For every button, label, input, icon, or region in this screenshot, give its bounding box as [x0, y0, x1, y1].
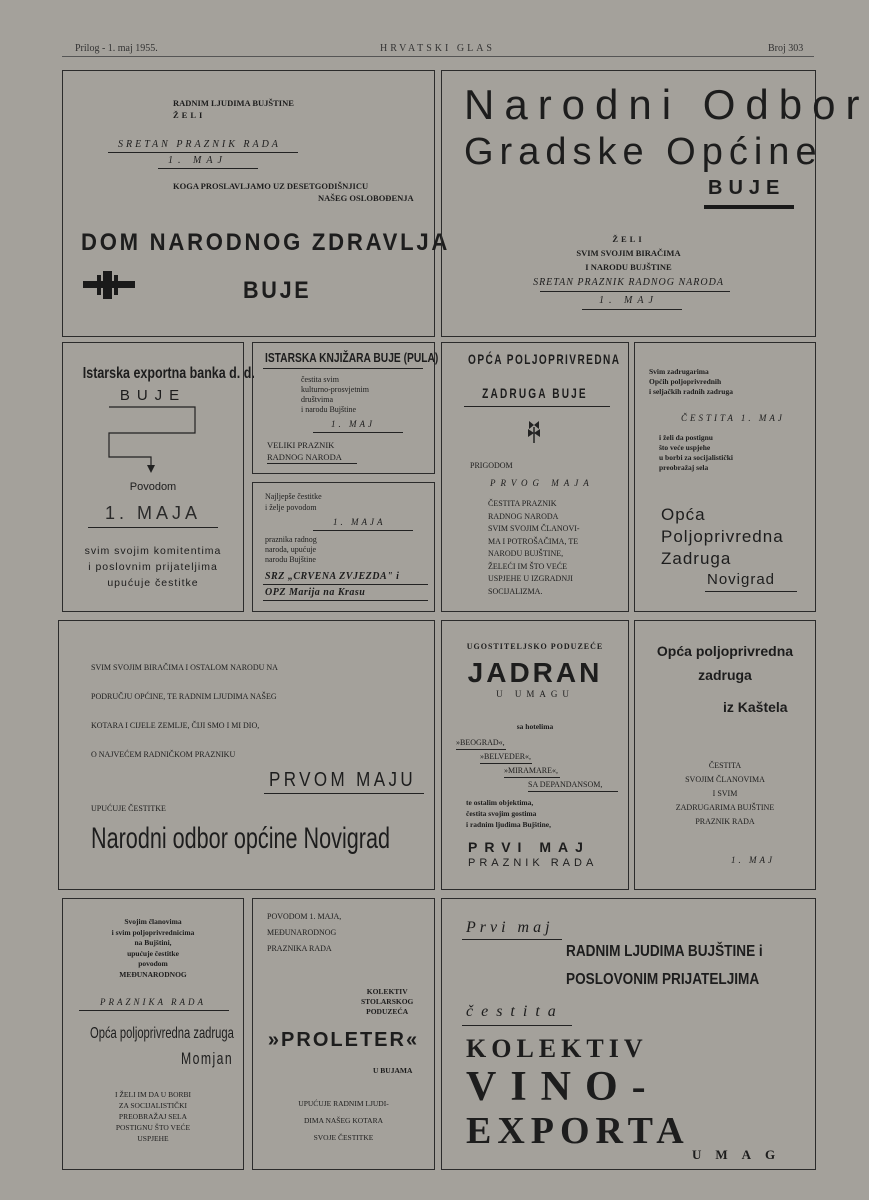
ad4-sub2: RADNOG NARODA: [267, 452, 342, 462]
header-right: Broj 303: [768, 43, 804, 54]
ad1-slogan: SRETAN PRAZNIK RADA: [118, 139, 281, 150]
ad9-title: UGOSTITELJSKO PODUZEĆE: [466, 642, 604, 651]
ad5-rule: [313, 530, 413, 531]
ad3-city: BUJE: [119, 387, 187, 404]
ad1-rule2: [158, 168, 258, 169]
ad6-text-6: USPJEHE U IZGRADNJI: [488, 574, 573, 583]
ad4-text-2: društvima: [301, 395, 333, 404]
ad-dom-narodnog-zdravlja: [62, 70, 451, 337]
ad11-rule: [79, 1010, 229, 1011]
ad9-name: JADRAN: [467, 657, 603, 688]
ad9-dep: SA DEPANDANSOM,: [528, 780, 603, 789]
ad6-text-2: SVIM SVOJIM ČLANOVI-: [488, 524, 580, 533]
ad4-rule2: [313, 432, 403, 433]
ad4-date: 1. MAJ: [331, 419, 375, 429]
ad-jadran-umag: [441, 620, 629, 890]
ad2-slogan: SRETAN PRAZNIK RADNOG NARODA: [533, 277, 724, 288]
ad6-text-0: ČESTITA PRAZNIK: [488, 499, 557, 508]
ad7-name3: Zadruga: [661, 549, 732, 568]
wheat-icon: [526, 421, 542, 443]
ad4-text-0: čestita svim: [301, 375, 339, 384]
ad12-kolektiv-1: STOLARSKOG: [361, 997, 414, 1006]
ad3-povodom: Povodom: [129, 481, 177, 493]
ad5-text2: i želje povodom: [265, 503, 317, 512]
ad9-text-2: i radnim ljudima Bujštine,: [466, 820, 552, 829]
ad9-h2: »BELVEDER«,: [480, 752, 532, 761]
ad6-date: PRVOG MAJA: [490, 478, 594, 488]
ad8-text-0: SVIM SVOJIM BIRAČIMA I OSTALOM NARODU NA: [91, 663, 278, 672]
ad6-text-7: SOCIJALIZMA.: [488, 586, 543, 596]
ad7-text2-3: preobražaj sela: [659, 463, 709, 472]
ad10-name1: Opća poljoprivredna: [656, 643, 794, 659]
ad10-name3: iz Kaštela: [723, 699, 788, 715]
ad13-text2: POSLOVONIM PRIJATELJIMA: [566, 971, 760, 988]
ad7-text2: [659, 433, 733, 473]
ad11-text-5: MEĐUNARODNOG: [119, 969, 187, 979]
ad11-text-3: upućuje čestitke: [127, 948, 179, 958]
header-title: HRVATSKI GLAS: [380, 43, 495, 54]
ad2-text1: ŽELI: [612, 234, 645, 244]
ad12-kolektiv-0: KOLEKTIV: [366, 987, 408, 996]
ad7-text-2: i seljačkih radnih zadruga: [649, 387, 733, 396]
ad-no-novigrad: [58, 620, 435, 890]
ad3-rule: [88, 527, 218, 528]
ad6-rule: [464, 406, 610, 407]
ad9-h3: »MIRAMARE«,: [504, 766, 559, 775]
ad5-sig2: OPZ Marija na Krasu: [265, 587, 366, 598]
ad11-text2-0: I ŽELI IM DA U BORBI: [114, 1090, 192, 1099]
ad11-text: [63, 917, 243, 980]
ad10-text-2: I SVIM: [712, 789, 738, 798]
ad4-text-3: i narodu Bujštine: [301, 405, 357, 414]
ad2-rule3: [582, 309, 682, 310]
ad13-text1: RADNIM LJUDIMA BUJŠTINE i: [566, 943, 763, 960]
ad6-title2: ZADRUGA BUJE: [482, 385, 588, 401]
ad11-text2-1: ZA SOCIJALISTIČKI: [118, 1101, 188, 1110]
ad11-text-1: i svim poljoprivrednicima: [111, 927, 195, 937]
ad11-name2: Momjan: [181, 1049, 234, 1068]
ad11-praznik: PRAZNIKA RADA: [99, 997, 207, 1007]
ad11-text2-4: USPJEHE: [137, 1134, 169, 1143]
ad-proleter: [252, 898, 435, 1170]
ad9-text-0: te ostalim objektima,: [466, 798, 534, 807]
ad6-text-3: MA I POTROŠAČIMA, TE: [488, 536, 579, 546]
ad2-text3: I NARODU BUJŠTINE: [585, 262, 672, 272]
ad1-city: BUJE: [243, 277, 312, 304]
ad-opz-kastel: [634, 620, 816, 890]
ad-opz-momjan: [62, 898, 244, 1170]
ad2-text2: SVIM SVOJIM BIRAČIMA: [576, 248, 681, 258]
ad-istarska-exportna-banka: [62, 342, 255, 612]
health-cross-logo: [83, 271, 135, 299]
ad12-text2-2: SVOJE ČESTITKE: [313, 1133, 374, 1142]
ad1-line2: ŽELI: [173, 110, 206, 120]
ad4-rule3: [267, 463, 357, 464]
ad6-title1: OPĆA POLJOPRIVREDNA: [468, 351, 621, 367]
ad13-rule2: [462, 1025, 572, 1026]
ad7-city: Novigrad: [707, 571, 776, 588]
ad7-rule: [705, 591, 797, 592]
ad2-rule: [704, 205, 794, 209]
ad5-text-2: narodu Bujštine: [265, 555, 316, 564]
ad-crvena-zvjezda: [252, 482, 435, 612]
ad-opz-buje: [441, 342, 629, 612]
ad9-h1: »BEOGRAD«,: [456, 738, 505, 747]
ad8-upucuje: UPUĆUJE ČESTITKE: [91, 804, 166, 813]
ad3-text3: upućuje čestitke: [107, 577, 199, 589]
ad13-city: UMAG: [692, 1147, 790, 1162]
ad10-text-1: SVOJIM ČLANOVIMA: [685, 775, 765, 784]
ad7-text2-0: i želi da postignu: [659, 433, 713, 442]
ad6-text: [488, 498, 580, 598]
ad6-prigodom: PRIGODOM: [470, 461, 513, 470]
ad11-text-0: Svojim članovima: [124, 917, 182, 926]
ad7-cestita: ČESTITA 1. MAJ: [681, 413, 785, 423]
ad2-date: 1. MAJ: [599, 295, 658, 306]
ad11-text-2: na Bujštini,: [134, 938, 172, 947]
ad10-text: [635, 759, 815, 829]
ad10-text-3: ZADRUGARIMA BUJŠTINE: [675, 803, 775, 812]
ad12-text-0: POVODOM 1. MAJA,: [267, 912, 342, 921]
ad11-text-4: povodom: [138, 959, 168, 968]
ad9-rule4: [528, 791, 618, 792]
ad13-kolektiv: KOLEKTIV: [466, 1034, 648, 1063]
ad8-date: PRVOM MAJU: [269, 769, 417, 791]
ad9-rule2: [480, 763, 532, 764]
ad13-name2: EXPORTA: [466, 1110, 690, 1152]
ad9-date: PRVI MAJ: [468, 839, 590, 855]
ad6-text-4: NARODU BUJŠTINE,: [488, 549, 564, 558]
ad-istarska-knjizara: [252, 342, 439, 474]
ad7-text2-1: što veće uspjehe: [659, 443, 711, 452]
ad5-text: [265, 535, 317, 565]
ad8-text-2: KOTARA I CIJELE ZEMLJE, ČIJI SMO I MI DIO,: [91, 721, 260, 730]
ad12-text2-1: DIMA NAŠEG KOTARA: [304, 1116, 383, 1125]
header-left: Prilog - 1. maj 1955.: [75, 43, 158, 54]
ad8-text: [91, 653, 278, 769]
ad1-text1: KOGA PROSLAVLJAMO UZ DESETGODIŠNJICU: [173, 181, 369, 191]
ad5-text-0: praznika radnog: [265, 535, 317, 544]
ad13-rule: [462, 939, 562, 940]
ad6-text-5: ŽELEĆI IM ŠTO VEĆE: [488, 561, 568, 571]
ad12-text2: [253, 1095, 434, 1146]
ad4-title: ISTARSKA KNJIŽARA BUJE (PULA): [265, 351, 439, 365]
ad10-date: 1. MAJ: [731, 855, 775, 865]
ad2-city: BUJE: [708, 177, 786, 199]
ad1-line1: RADNIM LJUDIMA BUJŠTINE: [173, 98, 294, 108]
ad12-kolektiv-2: PODUZEĆA: [366, 1007, 409, 1016]
ad13-name1: VINO-: [466, 1064, 660, 1110]
ad7-text-1: Općih poljoprivrednih: [649, 377, 722, 386]
ad4-rule: [263, 368, 423, 369]
ad9-text-1: čestita svojim gostima: [466, 809, 537, 818]
ad7-text: [649, 367, 733, 397]
ad7-text-0: Svim zadrugarima: [649, 367, 709, 376]
ad11-text2: [63, 1089, 243, 1144]
ad1-rule: [108, 152, 298, 153]
ad9-hotels: sa hotelima: [516, 722, 554, 731]
header-rule: [62, 56, 814, 57]
ad1-text2: NAŠEG OSLOBOĐENJA: [318, 193, 414, 203]
ad11-name1: Opća poljoprivredna zadruga: [90, 1025, 234, 1042]
ad5-text-1: naroda, upućuje: [265, 545, 317, 554]
ad2-rule2: [540, 291, 730, 292]
ad8-rule: [264, 793, 424, 794]
ad3-text1: svim svojim komitentima: [84, 545, 222, 557]
ad9-rule1: [456, 749, 506, 750]
ad5-date: 1. MAJA: [333, 517, 386, 527]
ad3-text2: i poslovnim prijateljima: [88, 561, 218, 573]
ad12-text: [267, 909, 341, 957]
ad1-date: 1. MAJ: [168, 155, 227, 166]
ad2-line1: Narodni Odbor: [464, 81, 869, 128]
ad9-praznik: PRAZNIK RADA: [468, 857, 598, 869]
ad-opz-novigrad: [634, 342, 816, 612]
ad10-name2: zadruga: [698, 667, 752, 683]
ad5-rule2: [263, 584, 428, 585]
ad13-cestita: čestita: [466, 1003, 564, 1020]
ad4-text: [301, 375, 369, 415]
ad5-sig1: SRZ „CRVENA ZVJEZDA" i: [265, 571, 400, 582]
ad11-text2-2: PREOBRAŽAJ SELA: [118, 1112, 188, 1121]
ad12-city: U BUJAMA: [373, 1066, 413, 1075]
ad-narodni-odbor-buje: [441, 70, 869, 337]
ad1-title: DOM NARODNOG ZDRAVLJA: [81, 229, 451, 256]
ad3-title: Istarska exportna banka d. d.: [82, 365, 255, 382]
ad12-name: »PROLETER«: [267, 1029, 420, 1051]
ad-vino-exporta: [441, 898, 816, 1170]
ad8-text-3: O NAJVEĆEM RADNIČKOM PRAZNIKU: [91, 750, 236, 759]
ad5-rule3: [263, 600, 428, 601]
ad7-name2: Poljoprivredna: [661, 527, 784, 546]
ad12-text2-0: UPUĆUJE RADNIM LJUDI-: [298, 1099, 389, 1108]
ad2-line2: Gradske Općine: [464, 131, 823, 173]
ad13-prvi: Prvi maj: [466, 919, 554, 936]
ad9-city: U UMAGU: [496, 689, 574, 699]
ad9-rule3: [504, 777, 560, 778]
ad12-kolektiv: [361, 987, 413, 1017]
ad10-text-4: PRAZNIK RADA: [695, 817, 755, 826]
ad10-text-0: ČESTITA: [708, 761, 742, 770]
ad8-name: Narodni odbor općine Novigrad: [91, 822, 390, 855]
ad6-text-1: RADNOG NARODA: [488, 511, 559, 521]
ad9-text: [466, 797, 551, 830]
ad7-name1: Opća: [661, 505, 706, 524]
ad12-text-1: MEĐUNARODNOG: [267, 928, 337, 937]
ad8-text-1: PODRUČJU OPĆINE, TE RADNIM LJUDIMA NAŠEG: [91, 692, 277, 701]
ad11-text2-3: POSTIGNU ŠTO VEĆE: [115, 1123, 191, 1132]
ad5-text1: Najljepše čestitke: [265, 492, 322, 501]
ad3-date: 1. MAJA: [104, 503, 202, 523]
ad4-sub1: VELIKI PRAZNIK: [267, 440, 335, 450]
ad7-text2-2: u borbi za socijalistički: [659, 453, 733, 462]
ad4-text-1: kulturno-prosvjetnim: [301, 385, 369, 394]
ad12-text-2: PRAZNIKA RADA: [267, 944, 332, 953]
arrow-down-icon: [109, 405, 199, 475]
